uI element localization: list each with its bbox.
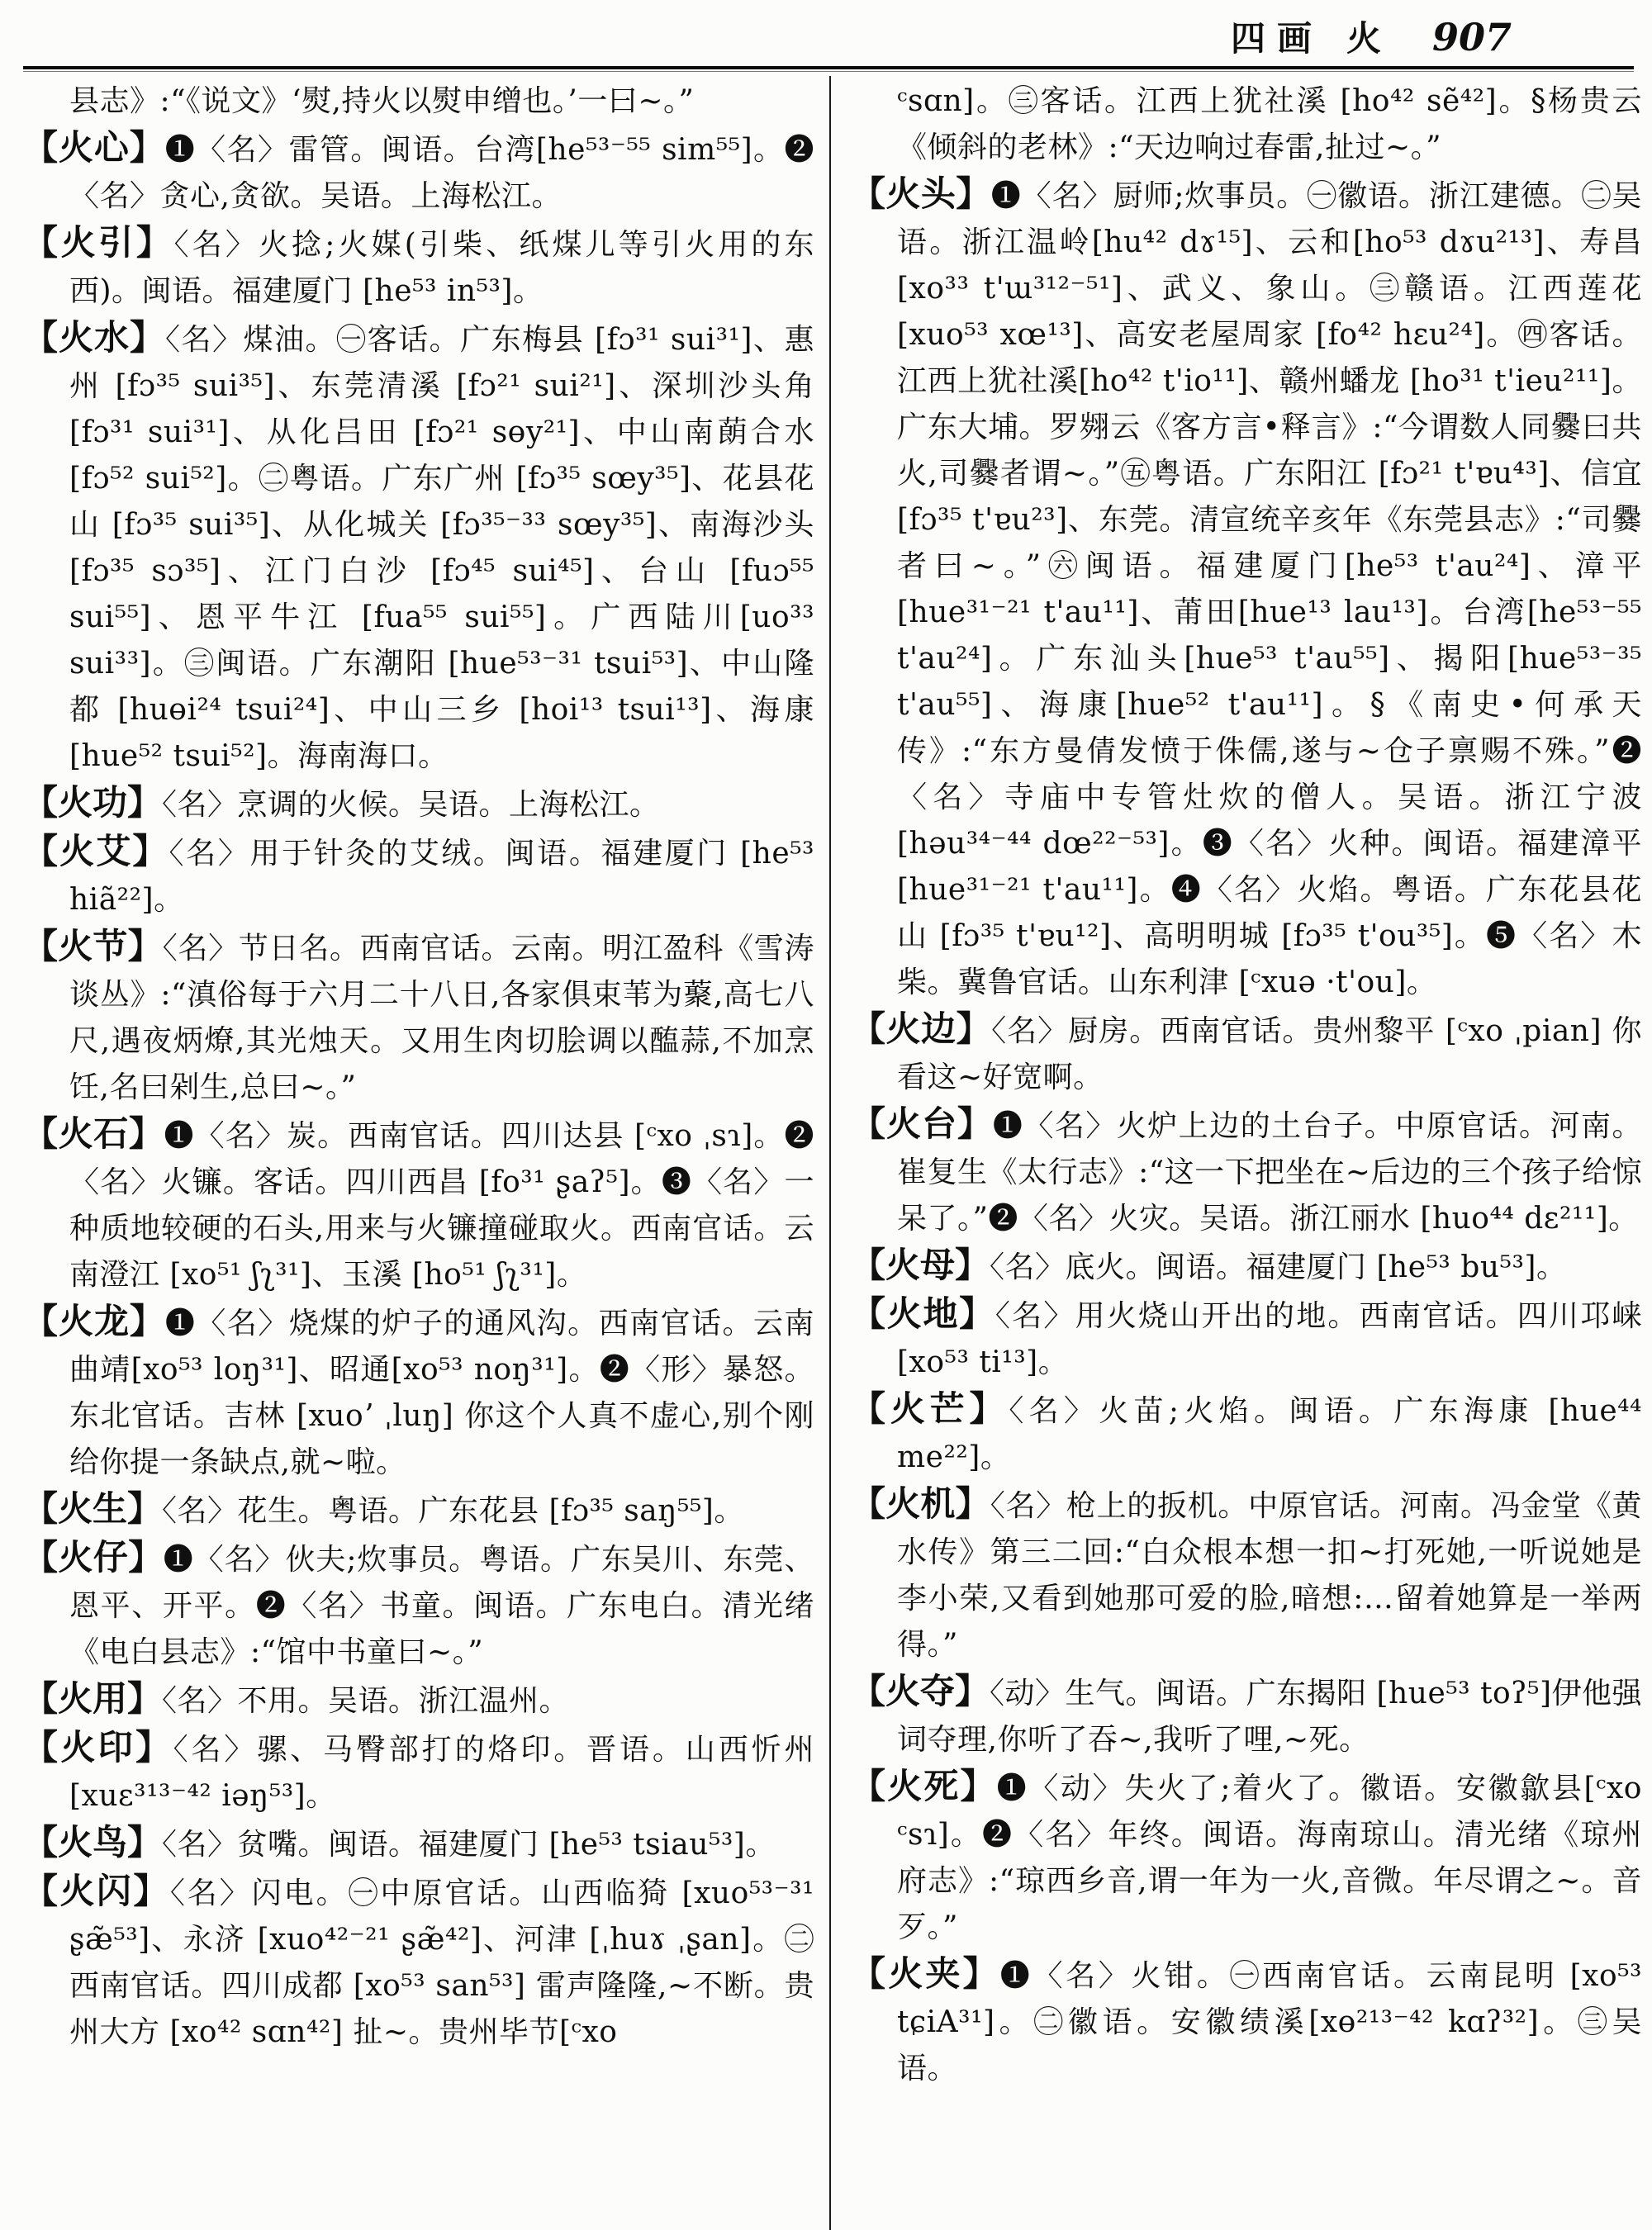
entry-headword: 【火印】 [23, 1727, 173, 1767]
entry-body: ❶〈名〉烧煤的炉子的通风沟。西南官话。云南曲靖[xo⁵³ loŋ³¹]、昭通[xo⁵³ noŋ³¹]。❷〈形〉暴怒。东北官话。吉林 [xuoʼ ˌluŋ] 你这个人真不虚心,别个刚给你提一条缺点,就~啦。 [69, 1307, 814, 1479]
entry-headword: 【火台】 [851, 1103, 993, 1144]
dict-entry [851, 1668, 1642, 1763]
entry-headword: 【火用】 [23, 1678, 163, 1719]
dict-entry [23, 1298, 814, 1486]
entry-body: 〈动〉生气。闽语。广东揭阳 [hue⁵³ toʔ⁵]伊他强词夺理,你听了吞~,我听了哩,~死。 [897, 1677, 1642, 1757]
entry-body: ❶〈名〉火钳。㊀西南官话。云南昆明 [xo⁵³ tɕiA³¹]。㊁徽语。安徽绩溪[xɵ²¹³⁻⁴² kɑʔ³²]。㊂吴语。 [897, 1959, 1642, 2085]
page-header [1231, 12, 1512, 61]
header-rule [23, 66, 1634, 69]
entry-body: ❶〈名〉雷管。闽语。台湾[he⁵³⁻⁵⁵ sim⁵⁵]。❷〈名〉贪心,贪欲。吴语。上海松江。 [69, 133, 814, 213]
entry-body: 〈名〉底火。闽语。福建厦门 [he⁵³ bu⁵³]。 [990, 1250, 1567, 1284]
dict-entry [23, 125, 814, 220]
entry-body: 〈名〉闪电。㊀中原官话。山西临猗 [xuo⁵³⁻³¹ ʂæ̃⁵³]、永济 [xuo⁴²⁻²¹ ʂæ̃⁴²]、河津 [ˌhuɤ ˌʂan]。㊁西南官话。四川成都 [xo⁵³ san⁵³] 雷声隆隆,~不断。贵州大方 [xo⁴² sɑn⁴²] 扯~。贵州毕节[ᶜxo [69, 1877, 814, 2049]
dict-entry [851, 1386, 1642, 1481]
dict-entry [851, 1006, 1642, 1101]
entry-headword: 【火芒】 [851, 1388, 1009, 1429]
dict-entry [851, 1481, 1642, 1668]
right-column [851, 78, 1642, 2092]
entry-body: 〈名〉煤油。㊀客话。广东梅县 [fɔ³¹ sui³¹]、惠州 [fɔ³⁵ sui³⁵]、东莞清溪 [fɔ²¹ sui²¹]、深圳沙头角 [fɔ³¹ sui³¹]、从化吕田 [fɔ²¹ sɵy²¹]、中山南蓢合水 [fɔ⁵² sui⁵²]。㊁粤语。广东广州 [fɔ³⁵ sœy³⁵]、花县花山 [fɔ³⁵ sui³⁵]、从化城关 [fɔ³⁵⁻³³ sœy³⁵]、南海沙头 [fɔ³⁵ sɔ³⁵]、江门白沙 [fɔ⁴⁵ sui⁴⁵]、台山 [fuɔ⁵⁵ sui⁵⁵]、恩平牛江 [fua⁵⁵ sui⁵⁵]。广西陆川[uo³³ sui³³]。㊂闽语。广东潮阳 [hue⁵³⁻³¹ tsui⁵³]、中山隆都 [huɵi²⁴ tsui²⁴]、中山三乡 [hoi¹³ tsui¹³]、海康 [hue⁵² tsui⁵²]。海南海口。 [69, 323, 814, 773]
dict-entry [851, 1291, 1642, 1386]
dict-entry [23, 1535, 814, 1676]
section-label: 四画 [1230, 18, 1323, 59]
dict-entry [23, 1676, 814, 1725]
entry-body: ❶〈名〉火炉上边的土台子。中原官话。河南。崔复生《太行志》:“这一下把坐在~后边的三个孩子给惊呆了。”❷〈名〉火灾。吴语。浙江丽水 [huo⁴⁴ dɛ²¹¹]。 [897, 1109, 1642, 1236]
entry-body: 〈名〉用火烧山开出的地。西南官话。四川邛崃 [xo⁵³ ti¹³]。 [897, 1299, 1642, 1379]
dict-entry [23, 780, 814, 828]
entry-body: 〈名〉烹调的火候。吴语。上海松江。 [162, 788, 660, 822]
entry-headword: 【火龙】 [23, 1301, 165, 1341]
entry-body: 〈名〉花生。粤语。广东花县 [fɔ³⁵ saŋ⁵⁵]。 [162, 1494, 744, 1528]
dict-entry [23, 828, 814, 923]
entry-body: 〈名〉节日名。西南官话。云南。明江盈科《雪涛谈丛》:“滇俗每于六月二十八日,各家俱束苇为藂,高七八尺,遇夜炳燎,其光烛天。又用生肉切脍调以醢蒜,不加烹饪,名曰剁生,总曰~。” [69, 932, 814, 1104]
continuation-text: 县志》:“《说文》‘熨,持火以熨申缯也。’一曰~。” [69, 84, 695, 118]
entry-headword: 【火水】 [23, 317, 166, 358]
entry-body: 〈名〉用于针灸的艾绒。闽语。福建厦门 [he⁵³ hiã²²]。 [69, 837, 814, 917]
dict-entry [23, 220, 814, 315]
dict-entry [23, 1820, 814, 1868]
entry-headword: 【火母】 [851, 1245, 990, 1285]
entry-body: 〈名〉贫嘴。闽语。福建厦门 [he⁵³ tsiau⁵³]。 [162, 1828, 776, 1862]
dict-entry [851, 1763, 1642, 1951]
entry-headword: 【火机】 [851, 1483, 990, 1524]
entry-headword: 【火夹】 [851, 1953, 1000, 1994]
entry-body: ❶〈名〉伙夫;炊事员。粤语。广东吴川、东莞、恩平、开平。❷〈名〉书童。闽语。广东电白。清光绪《电白县志》:“馆中书童曰~。” [69, 1543, 814, 1669]
entry-headword: 【火地】 [851, 1293, 995, 1334]
entry-headword: 【火夺】 [851, 1671, 990, 1711]
entry-body: 〈名〉厨房。西南官话。贵州黎平 [ᶜxo ˌpian] 你看这~好宽啊。 [897, 1014, 1642, 1094]
entry-headword: 【火闪】 [23, 1871, 170, 1911]
dict-entry [851, 1242, 1642, 1291]
column-divider [829, 76, 831, 2230]
entry-body: 〈名〉火捻;火媒(引柴、纸煤儿等引火用的东西)。闽语。福建厦门 [he⁵³ in⁵³]。 [69, 228, 814, 308]
entry-headword: 【火功】 [23, 782, 163, 823]
entry-headword: 【火仔】 [23, 1537, 164, 1578]
entry-headword: 【火鸟】 [23, 1822, 163, 1862]
dict-entry [23, 1868, 814, 2056]
dict-entry [23, 1486, 814, 1535]
entry-headword: 【火石】 [23, 1113, 164, 1154]
dict-entry [851, 1951, 1642, 2092]
entry-body: ❶〈名〉厨师;炊事员。㊀徽语。浙江建德。㊁吴语。浙江温岭[hu⁴² dɤ¹⁵]、云和[ho⁵³ dɤu²¹³]、寿昌[xo³³ t'ɯ³¹²⁻⁵¹]、武义、象山。㊂赣语。江西莲花[xuo⁵³ xœ¹³]、高安老屋周家 [fo⁴² hɛu²⁴]。㊃客话。江西上犹社溪[ho⁴² t'io¹¹]、赣州蟠龙 [ho³¹ t'ieu²¹¹]。广东大埔。罗翙云《客方言•释言》:“今谓数人同爨曰共火,司爨者谓~。”㊄粤语。广东阳江 [fɔ²¹ t'ɐu⁴³]、信宜[fɔ³⁵ t'ɐu²³]、东莞。清宣统辛亥年《东莞县志》:“司爨者曰~。”㊅闽语。福建厦门[he⁵³ t'au²⁴]、漳平[hue³¹⁻²¹ t'au¹¹]、莆田[hue¹³ lau¹³]。台湾[he⁵³⁻⁵⁵ t'au²⁴]。广东汕头[hue⁵³ t'au⁵⁵]、揭阳[hue⁵³⁻³⁵ t'au⁵⁵]、海康[hue⁵² t'au¹¹]。§《南史•何承天传》:“东方曼倩发愤于侏儒,遂与~仓子禀赐不殊。”❷〈名〉寺庙中专管灶炊的僧人。吴语。浙江宁波 [həu³⁴⁻⁴⁴ dœ²²⁻⁵³]。❸〈名〉火种。闽语。福建漳平 [hue³¹⁻²¹ t'au¹¹]。❹〈名〉火焰。粤语。广东花县花山 [fɔ³⁵ t'ɐu¹²]、高明明城 [fɔ³⁵ t'ou³⁵]。❺〈名〉木柴。冀鲁官话。山东利津 [ᶜxuə ·t'ou]。 [897, 179, 1642, 999]
entry-body: 〈名〉枪上的扳机。中原官话。河南。冯金堂《黄水传》第三二回:“白众根本想一扣~打死她,一听说她是李小荣,又看到她那可爱的脸,暗想:…留着她算是一举两得。” [897, 1489, 1642, 1662]
page-number: 907 [1431, 15, 1512, 59]
entry-body: ❶〈名〉炭。西南官话。四川达县 [ᶜxo ˌsɿ]。❷〈名〉火镰。客话。四川西昌 [fo³¹ ʂaʔ⁵]。❸〈名〉一种质地较硬的石头,用来与火镰撞碰取火。西南官话。云南澄江 [xo⁵¹ ʃʅ³¹]、玉溪 [ho⁵¹ ʃʅ³¹]。 [69, 1119, 814, 1292]
radical-label: 火 [1346, 18, 1381, 59]
dict-entry [23, 1111, 814, 1298]
entry-headword: 【火心】 [23, 127, 165, 168]
entry-headword: 【火生】 [23, 1488, 163, 1529]
entry-headword: 【火艾】 [23, 831, 169, 871]
entry-headword: 【火死】 [851, 1766, 997, 1806]
entry-body: 〈名〉火苗;火焰。闽语。广东海康 [hue⁴⁴ me²²]。 [897, 1394, 1642, 1474]
entry-body: 〈名〉不用。吴语。浙江温州。 [162, 1684, 570, 1718]
dict-entry [23, 1725, 814, 1820]
continuation-text: ᶜsɑn]。㊂客话。江西上犹社溪 [ho⁴² sẽ⁴²]。§杨贵云《倾斜的老林》:“天边响过春雷,扯过~。” [897, 84, 1642, 164]
dict-entry [23, 923, 814, 1111]
entry-headword: 【火头】 [851, 173, 991, 214]
entry-body: 〈名〉骡、马臀部打的烙印。晋语。山西忻州 [xuɛ³¹³⁻⁴² iəŋ⁵³]。 [69, 1733, 814, 1813]
entry-headword: 【火节】 [23, 926, 163, 966]
entry-headword: 【火引】 [23, 222, 174, 263]
left-column [23, 78, 814, 2056]
entry-body: ❶〈动〉失火了;着火了。徽语。安徽歙县[ᶜxo ᶜsɿ]。❷〈名〉年终。闽语。海南琼山。清光绪《琼州府志》:“琼西乡音,谓一年为一火,音微。年尽谓之~。音歹。” [897, 1772, 1642, 1944]
entry-headword: 【火边】 [851, 1008, 992, 1049]
dict-entry [851, 171, 1642, 1006]
dict-entry [851, 1101, 1642, 1242]
dict-entry [23, 315, 814, 780]
